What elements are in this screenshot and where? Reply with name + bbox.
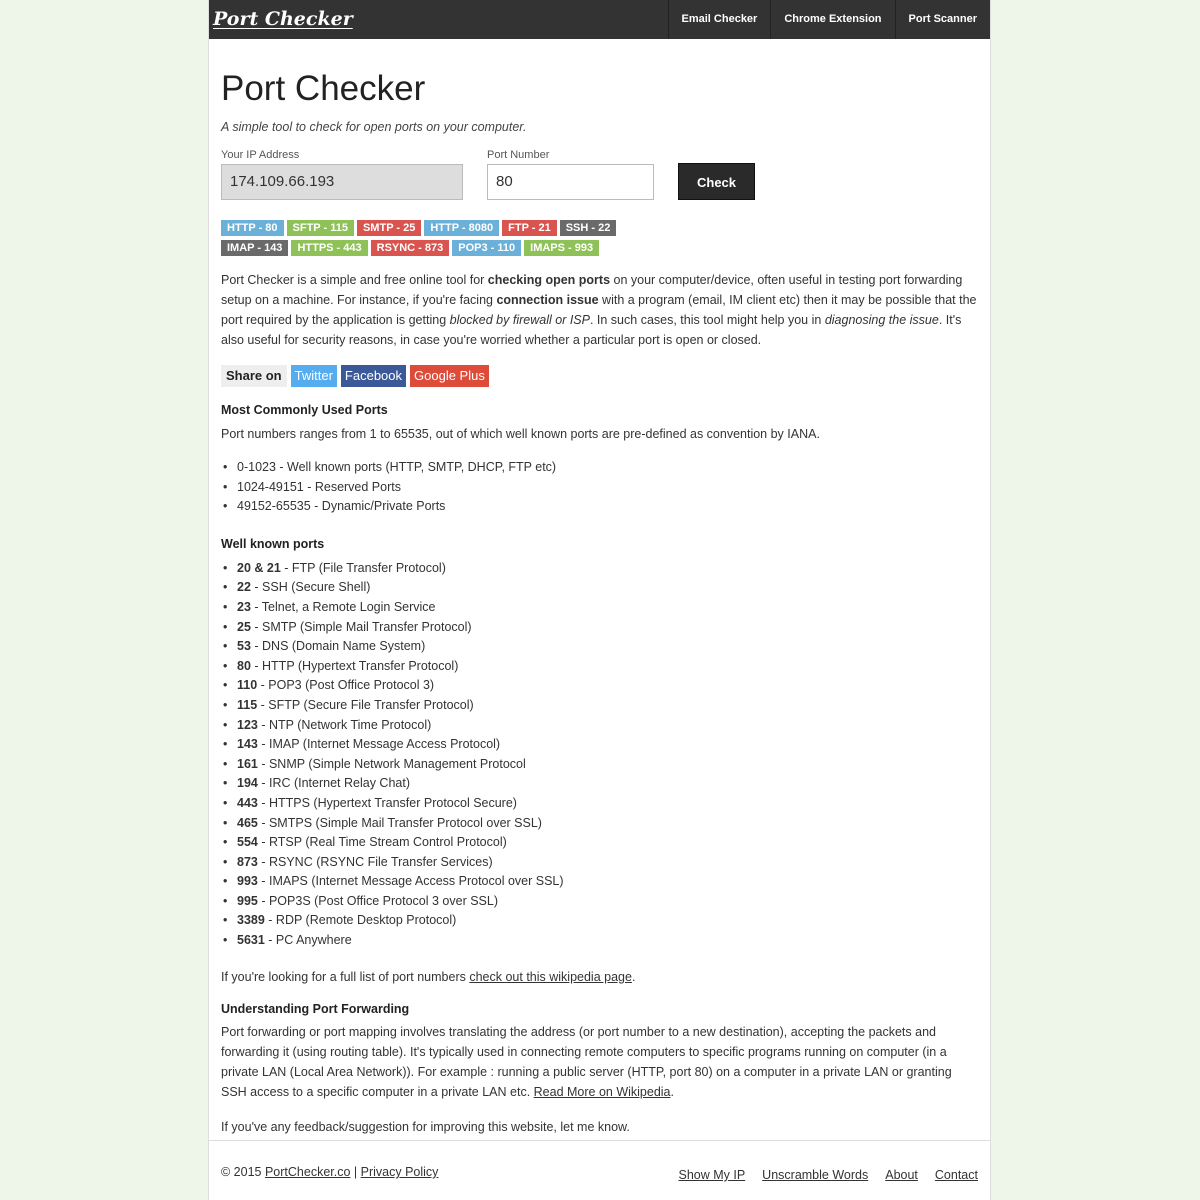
ip-address-input[interactable]: 174.109.66.193 bbox=[221, 164, 463, 200]
port-description: - PC Anywhere bbox=[264, 933, 352, 948]
badge-row bbox=[221, 240, 978, 256]
ip-field bbox=[221, 149, 463, 200]
list-item bbox=[221, 618, 978, 638]
port-number: 5631 bbox=[237, 933, 265, 948]
port-number: 143 bbox=[237, 737, 258, 752]
port-number: 465 bbox=[237, 815, 258, 830]
port-badge[interactable]: HTTP - 8080 bbox=[424, 220, 499, 236]
port-check-form bbox=[221, 149, 978, 200]
port-description: - POP3 (Post Office Protocol 3) bbox=[257, 678, 435, 693]
feedback-text: If you've any feedback/suggestion for improving this website, let me know. bbox=[221, 1119, 630, 1134]
port-description: - RDP (Remote Desktop Protocol) bbox=[264, 913, 457, 928]
port-description: - IMAPS (Internet Message Access Protocol over SSL) bbox=[257, 874, 564, 889]
port-range-list bbox=[221, 458, 978, 517]
port-badge[interactable]: SMTP - 25 bbox=[357, 220, 421, 236]
port-badge[interactable]: HTTPS - 443 bbox=[291, 240, 367, 256]
port-description: - NTP (Network Time Protocol) bbox=[257, 717, 432, 732]
footer-contact-link[interactable]: Contact bbox=[934, 1168, 978, 1182]
full-list-suffix: . bbox=[631, 969, 636, 984]
footer-unscramble-words-link[interactable]: Unscramble Words bbox=[762, 1168, 869, 1182]
list-item bbox=[221, 716, 978, 736]
port-description: - SSH (Secure Shell) bbox=[250, 580, 371, 595]
wikipedia-port-list-link[interactable]: check out this wikipedia page bbox=[469, 969, 632, 984]
list-item bbox=[221, 657, 978, 677]
intro-text: Port Checker is a simple and free online tool for bbox=[221, 273, 488, 287]
port-forwarding-suffix: . bbox=[670, 1084, 674, 1099]
intro-bold: checking open ports bbox=[487, 273, 611, 287]
footer bbox=[209, 1140, 990, 1182]
list-item bbox=[221, 833, 978, 853]
port-description: - RTSP (Real Time Stream Control Protocol) bbox=[257, 835, 507, 850]
port-number-input[interactable]: 80 bbox=[487, 164, 654, 200]
port-badge[interactable]: HTTP - 80 bbox=[221, 220, 284, 236]
port-description: - POP3S (Post Office Protocol 3 over SSL) bbox=[257, 893, 499, 908]
port-forwarding-body: Port forwarding or port mapping involves translating the address (or port number to a new destination), accepting the packets and forwarding it (using routing table). It's typically used in connecting remote computers to specific programs running on computer (in a private LAN (Local Area Network)). For example : running a public server (HTTP, port 80) on a computer in a private LAN or granting SSH access to a specific computer in a private LAN etc. bbox=[221, 1024, 952, 1099]
footer-about-link[interactable]: About bbox=[885, 1168, 918, 1182]
intro-text: with a program (email, IM client etc) then it may be possible that the port required by the application is getting bbox=[221, 293, 977, 327]
list-item bbox=[221, 696, 978, 716]
common-ports-text: Port numbers ranges from 1 to 65535, out of which well known ports are pre-defined as convention by IANA. bbox=[221, 427, 820, 441]
list-item: • 49152-65535 - Dynamic/Private Ports bbox=[221, 497, 978, 517]
port-number: 123 bbox=[237, 717, 258, 732]
port-description: - SMTP (Simple Mail Transfer Protocol) bbox=[250, 619, 472, 634]
port-number: 110 bbox=[237, 678, 258, 693]
port-number: 873 bbox=[237, 854, 258, 869]
list-item bbox=[221, 853, 978, 873]
list-item: • 1024-49151 - Reserved Ports bbox=[221, 478, 978, 498]
nav-chrome-extension[interactable]: Chrome Extension bbox=[770, 0, 894, 39]
full-list-text bbox=[221, 967, 978, 987]
list-item bbox=[221, 892, 978, 912]
port-badge[interactable]: FTP - 21 bbox=[502, 220, 557, 236]
list-item bbox=[221, 578, 978, 598]
port-field bbox=[487, 149, 654, 200]
port-description: - DNS (Domain Name System) bbox=[250, 639, 426, 654]
share-facebook-button[interactable]: Facebook bbox=[341, 365, 406, 387]
list-item bbox=[221, 598, 978, 618]
list-item: • 0-1023 - Well known ports (HTTP, SMTP, DHCP, FTP etc) bbox=[221, 458, 978, 478]
port-description: - FTP (File Transfer Protocol) bbox=[280, 560, 446, 575]
intro-italic: blocked by firewall or ISP bbox=[449, 313, 590, 327]
list-item bbox=[221, 774, 978, 794]
footer-separator: | bbox=[350, 1165, 361, 1179]
footer-site-link[interactable]: PortChecker.co bbox=[264, 1165, 351, 1179]
port-description: - IMAP (Internet Message Access Protocol) bbox=[257, 737, 501, 752]
nav-links bbox=[668, 0, 990, 39]
port-number: 194 bbox=[237, 776, 258, 791]
share-twitter-button[interactable]: Twitter bbox=[291, 365, 337, 387]
common-ports-heading: Most Commonly Used Ports bbox=[221, 403, 388, 417]
port-description: - SFTP (Secure File Transfer Protocol) bbox=[257, 697, 474, 712]
list-item bbox=[221, 814, 978, 834]
page-container bbox=[208, 0, 991, 1200]
nav-email-checker[interactable]: Email Checker bbox=[668, 0, 771, 39]
list-item bbox=[221, 755, 978, 775]
port-forwarding-heading: Understanding Port Forwarding bbox=[221, 1001, 410, 1016]
check-button[interactable]: Check bbox=[678, 163, 755, 200]
port-number: 22 bbox=[237, 580, 251, 595]
intro-bold: connection issue bbox=[496, 293, 599, 307]
list-item bbox=[221, 794, 978, 814]
port-badge[interactable]: IMAP - 143 bbox=[221, 240, 288, 256]
port-badge[interactable]: IMAPS - 993 bbox=[524, 240, 599, 256]
list-item bbox=[221, 931, 978, 951]
share-google-plus-button[interactable]: Google Plus bbox=[410, 365, 489, 387]
port-number: 23 bbox=[237, 599, 251, 614]
intro-text: . It's also useful for security reasons, in case you're worried whether a particular port is open or closed. bbox=[221, 313, 962, 347]
port-label: Port Number bbox=[487, 149, 550, 161]
port-description: - HTTP (Hypertext Transfer Protocol) bbox=[250, 658, 459, 673]
port-number: 20 & 21 bbox=[237, 560, 281, 575]
port-number: 25 bbox=[237, 619, 251, 634]
well-known-port-list bbox=[221, 559, 978, 951]
port-description: - SMTPS (Simple Mail Transfer Protocol over SSL) bbox=[257, 815, 542, 830]
share-label: Share on bbox=[221, 365, 287, 387]
port-badge[interactable]: SFTP - 115 bbox=[287, 220, 354, 236]
intro-italic: diagnosing the issue bbox=[824, 313, 939, 327]
page-subtitle: A simple tool to check for open ports on your computer. bbox=[221, 120, 527, 134]
footer-left bbox=[221, 1165, 438, 1182]
port-number: 995 bbox=[237, 893, 258, 908]
port-badge[interactable]: RSYNC - 873 bbox=[371, 240, 450, 256]
list-item bbox=[221, 872, 978, 892]
footer-links bbox=[678, 1168, 978, 1182]
port-number: 993 bbox=[237, 874, 258, 889]
port-description: - RSYNC (RSYNC File Transfer Services) bbox=[257, 854, 493, 869]
port-number: 554 bbox=[237, 835, 258, 850]
port-description: - IRC (Internet Relay Chat) bbox=[257, 776, 410, 791]
footer-show-my-ip-link[interactable]: Show My IP bbox=[678, 1168, 746, 1182]
port-description: - Telnet, a Remote Login Service bbox=[250, 599, 436, 614]
well-known-heading: Well known ports bbox=[221, 536, 325, 551]
port-number: 443 bbox=[237, 795, 258, 810]
quick-port-badges bbox=[221, 220, 978, 256]
list-item bbox=[221, 559, 978, 579]
port-description: - SNMP (Simple Network Management Protocol bbox=[257, 756, 526, 771]
nav-port-scanner[interactable]: Port Scanner bbox=[895, 0, 990, 39]
intro-paragraph bbox=[221, 270, 978, 350]
port-number: 115 bbox=[237, 697, 258, 712]
page-title: Port Checker bbox=[221, 69, 426, 108]
site-logo[interactable]: Port Checker bbox=[213, 8, 353, 30]
port-description: - HTTPS (Hypertext Transfer Protocol Secure) bbox=[257, 795, 517, 810]
share-bar bbox=[221, 365, 978, 387]
ip-label: Your IP Address bbox=[221, 149, 300, 161]
badge-row bbox=[221, 220, 978, 236]
port-number: 3389 bbox=[237, 913, 265, 928]
list-item bbox=[221, 637, 978, 657]
full-list-prefix: If you're looking for a full list of port numbers bbox=[221, 969, 470, 984]
list-item bbox=[221, 735, 978, 755]
port-badge[interactable]: POP3 - 110 bbox=[452, 240, 521, 256]
port-forwarding-text bbox=[221, 1022, 978, 1102]
copyright-text: © 2015 bbox=[221, 1165, 265, 1179]
privacy-policy-link[interactable]: Privacy Policy bbox=[360, 1165, 439, 1179]
navbar bbox=[209, 0, 990, 39]
port-number: 80 bbox=[237, 658, 251, 673]
list-item bbox=[221, 911, 978, 931]
port-number: 53 bbox=[237, 639, 251, 654]
intro-text: . In such cases, this tool might help you in bbox=[589, 313, 825, 327]
intro-text: on your computer/device, often useful in testing port forwarding setup on a machine. For instance, if you're facing bbox=[221, 273, 963, 307]
main-content bbox=[209, 69, 990, 1137]
read-more-wikipedia-link[interactable]: Read More on Wikipedia bbox=[533, 1084, 671, 1099]
port-badge[interactable]: SSH - 22 bbox=[560, 220, 617, 236]
port-number: 161 bbox=[237, 756, 258, 771]
list-item bbox=[221, 676, 978, 696]
